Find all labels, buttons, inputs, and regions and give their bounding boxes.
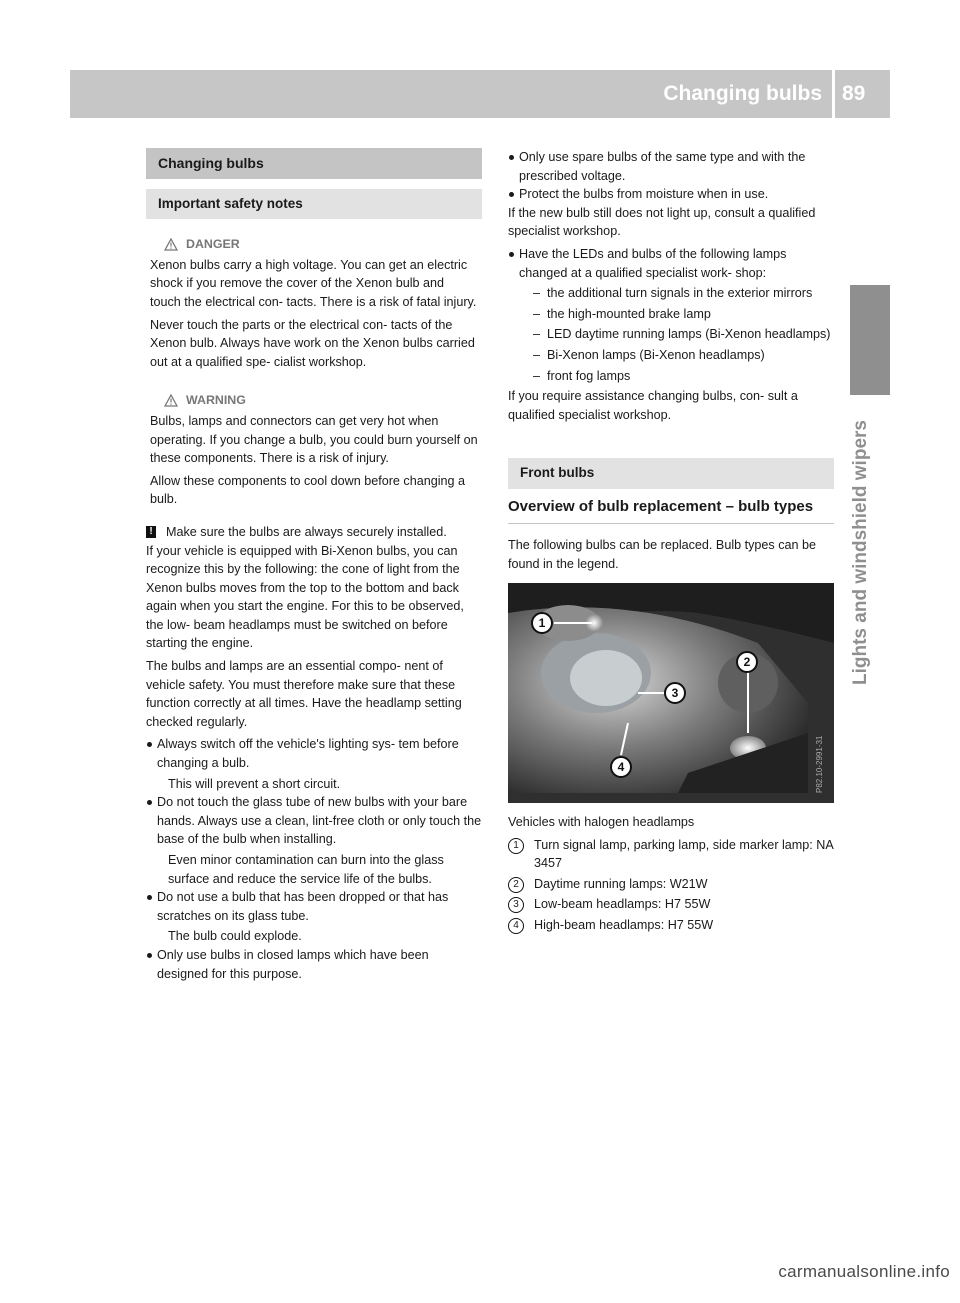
dash-list [519,284,834,385]
chapter-label: Lights and windshield wipers [850,420,871,685]
right-column [508,148,834,937]
danger-box [146,235,482,371]
watermark-text: carmanualsonline.info [778,1262,950,1281]
list-item: Only use bulbs in closed lamps which have been designed for this purpose. [146,946,482,983]
dash-item: – the additional turn signals in the exterior mirrors [519,284,834,303]
section-title: Changing bulbs [146,148,482,179]
list-item: Have the LEDs and bulbs of the following lamps changed at a qualified specialist work- shop: – the additional turn signals in the exterior mirrors – the high-mounted brake lamp – LED daytime running lamps (Bi-Xenon headlamps) – Bi-Xenon lamps (Bi-Xenon headlamps) – front fog lamps [508,245,834,385]
dash-item: – LED daytime running lamps (Bi-Xenon headlamps) [519,325,834,344]
danger-text: Never touch the parts or the electrical con- tacts of the Xenon bulb. Always have work on the Xenon bulbs carried out at a qualified spe- cialist workshop. [150,317,475,369]
callout-3: 3 [664,682,686,704]
legend-number: 2 [508,877,524,893]
dash-item: – front fog lamps [519,367,834,386]
note-text: Make sure the bulbs are always securely installed. [166,524,447,539]
warning-text: Allow these components to cool down before changing a bulb. [150,473,466,507]
bullet-list [508,245,834,385]
page-number: 89 [842,82,866,105]
body-paragraph: If your vehicle is equipped with Bi-Xenon bulbs, you can recognize this by the following: the cone of light from the Xenon bulbs moves from the top to the bottom and back again when you start the engine. For this to be observed, the low- beam headlamps must be switched on before starting the engine. [146,543,464,651]
legend-list [508,836,834,935]
bullet-list [508,148,834,204]
body-paragraph: If the new bulb still does not light up, consult a qualified specialist workshop. [508,205,816,239]
danger-label: DANGER [186,237,240,252]
intro-text: The following bulbs can be replaced. Bulb types can be found in the legend. [508,537,817,571]
dash-item: – the high-mounted brake lamp [519,305,834,324]
safety-bullet-list [146,735,482,983]
figure-code: P82.10-2991-31 [815,735,824,794]
note-icon: ! [146,526,156,538]
warning-text: Bulbs, lamps and connectors can get very hot when operating. If you change a bulb, you could burn yourself on these components. There is a risk of injury. [150,413,478,466]
header-separator [832,70,835,118]
legend-number: 4 [508,918,524,934]
left-column [146,148,482,983]
legend-item: 1 Turn signal lamp, parking lamp, side marker lamp: NA 3457 [508,836,834,873]
legend-item: 2 Daytime running lamps: W21W [508,875,834,894]
warning-triangle-icon [164,238,178,251]
warning-box [146,391,482,509]
warning-label: WARNING [186,393,246,408]
list-item: Do not touch the glass tube of new bulbs with your bare hands. Always use a clean, lint-free cloth or only touch the base of the bulb when installing. Even minor contamination can burn into the glass surface and reduce the service life of the bulbs. [146,793,482,888]
body-paragraph: If you require assistance changing bulbs, con- sult a qualified specialist workshop. [508,389,798,422]
warning-heading [164,391,478,410]
body-paragraph: The bulbs and lamps are an essential compo- nent of vehicle safety. You must therefore make sure that these function correctly at all times. Have the headlamp setting checked regularly. [146,659,462,729]
warning-triangle-icon [164,394,178,407]
legend-number: 3 [508,897,524,913]
list-item: Only use spare bulbs of the same type and with the prescribed voltage. [508,148,834,185]
callout-2: 2 [736,651,758,673]
figure-caption: Vehicles with halogen headlamps [508,815,695,830]
list-item: Always switch off the vehicle's lighting sys- tem before changing a bulb. This will prevent a short circuit. [146,735,482,793]
chapter-tab [850,285,890,395]
danger-heading [164,235,478,254]
note [146,523,482,542]
list-item: Protect the bulbs from moisture when in use. [508,185,834,204]
overview-heading: Overview of bulb replacement – bulb types [508,497,834,524]
header-title: Changing bulbs [663,82,822,105]
dash-item: – Bi-Xenon lamps (Bi-Xenon headlamps) [519,346,834,365]
danger-text: Xenon bulbs carry a high voltage. You can get an electric shock if you remove the cover of the Xenon bulb and touch the electrical con- tacts. There is a risk of fatal injury. [150,257,477,309]
subsection-title: Front bulbs [508,458,834,489]
callout-4: 4 [610,756,632,778]
subsection-title: Important safety notes [146,189,482,220]
legend-item: 4 High-beam headlamps: H7 55W [508,916,834,935]
headlamp-photo [508,583,834,803]
callout-1: 1 [531,612,553,634]
list-item: Do not use a bulb that has been dropped or that has scratches on its glass tube. The bulb could explode. [146,888,482,946]
legend-item: 3 Low-beam headlamps: H7 55W [508,895,834,914]
legend-number: 1 [508,838,524,854]
